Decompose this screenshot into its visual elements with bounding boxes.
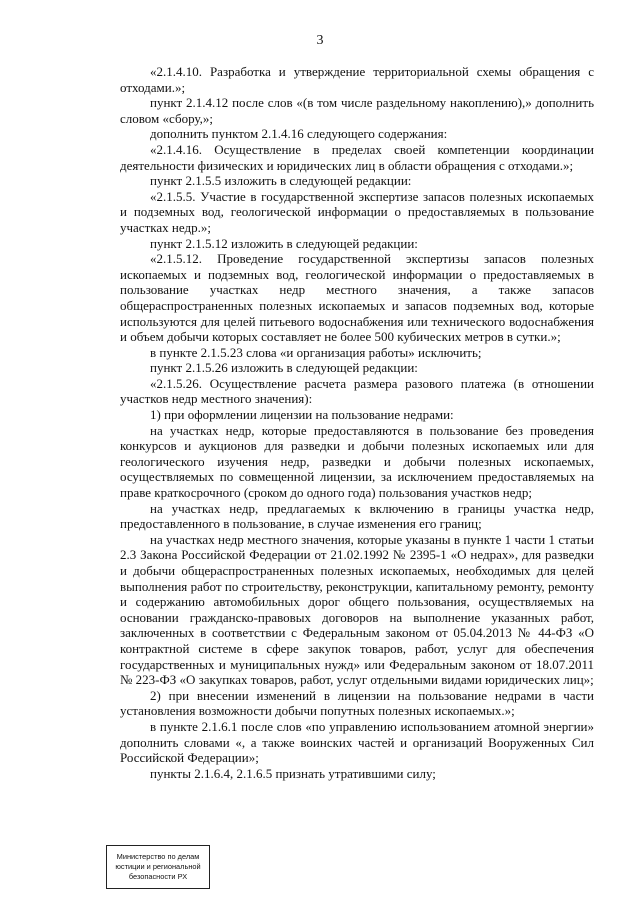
page-number: 3	[316, 33, 324, 48]
paragraph: «2.1.5.5. Участие в государственной экспертизе запасов полезных ископаемых и подземных вод, геологической информации о предоставляемых в пользование участках недр.»;	[120, 188, 594, 235]
paragraph: «2.1.5.26. Осуществление расчета размера разового платежа (в отношении участков недр местного значения):	[120, 375, 594, 407]
paragraph: пункт 2.1.5.12 изложить в следующей редакции:	[150, 235, 418, 251]
paragraph: 1) при оформлении лицензии на пользование недрами:	[150, 407, 454, 423]
ministry-stamp	[106, 845, 210, 889]
stamp-line: безопасности РХ	[128, 872, 188, 881]
paragraph: «2.1.5.12. Проведение государственной экспертизы запасов полезных ископаемых и подземных вод, геологической информации о предоставляемых в пользование участках недр местного значения, а также запасов общераспространенных полезных ископаемых и запасов подземных вод, которые используются для целей питьевого водоснабжения или технического водоснабжения и объем добычи которых составляет не более 500 кубических метров в сутки.»;	[120, 251, 594, 345]
paragraph: пункт 2.1.4.12 после слов «(в том числе раздельному накоплению),» дополнить словом «сбору,»;	[120, 95, 594, 126]
paragraph: пункты 2.1.6.4, 2.1.6.5 признать утратившими силу;	[150, 765, 436, 781]
stamp-line: юстиции и региональной	[115, 862, 201, 871]
paragraph: «2.1.4.10. Разработка и утверждение территориальной схемы обращения с отходами.»;	[120, 64, 594, 95]
paragraph: дополнить пунктом 2.1.4.16 следующего содержания:	[150, 126, 448, 142]
stamp-line: Министерство по делам	[116, 852, 200, 861]
paragraph: в пункте 2.1.6.1 после слов «по управлению использованием атомной энергии» дополнить словами «, а также воинских частей и организаций Вооруженных Сил Российской Федерации»;	[120, 718, 594, 766]
document-body	[120, 64, 594, 781]
paragraph: на участках недр, которые предоставляются в пользование без проведения конкурсов и аукционов для разведки и добычи полезных ископаемых или для геологического изучения недр, разведки и добычи полезных ископаемых, осуществляемых по совмещенной лицензии, за исключением предоставляемых на праве краткосрочного (сроком до одного года) пользования участков недр;	[120, 422, 594, 501]
paragraph: 2) при внесении изменений в лицензии на пользование недрами в части установления возможности добычи попутных полезных ископаемых.»;	[120, 687, 594, 719]
paragraph: пункт 2.1.5.5 изложить в следующей редакции:	[150, 173, 412, 189]
paragraph: на участках недр, предлагаемых к включению в границы участка недр, предоставленного в пользование, в случае изменения его границ;	[120, 500, 594, 532]
paragraph: в пункте 2.1.5.23 слова «и организация работы» исключить;	[150, 344, 482, 360]
paragraph: на участках недр местного значения, которые указаны в пункте 1 части 1 статьи 2.3 Закона Российской Федерации от 21.02.1992 № 2395-1 «О недрах», для разведки и добычи общераспространенных полезных ископаемых, необходимых для целей выполнения работ по строительству, реконструкции, капитальному ремонту, ремонту и содержанию автомобильных дорог общего пользования, осуществляемых на основании гражданско-правовых договоров на выполнение указанных работ, заключенных в соответствии с Федеральным законом от 05.04.2013 № 44-ФЗ «О контрактной системе в сфере закупок товаров, работ, услуг для обеспечения государственных и муниципальных нужд» или Федеральным законом от 18.07.2011 № 223-ФЗ «О закупках товаров, работ, услуг отдельными видами юридических лиц»;	[120, 531, 594, 688]
paragraph: «2.1.4.16. Осуществление в пределах своей компетенции координации деятельности физических и юридических лиц в области обращения с отходами.»;	[120, 141, 594, 173]
paragraph: пункт 2.1.5.26 изложить в следующей редакции:	[150, 360, 418, 376]
